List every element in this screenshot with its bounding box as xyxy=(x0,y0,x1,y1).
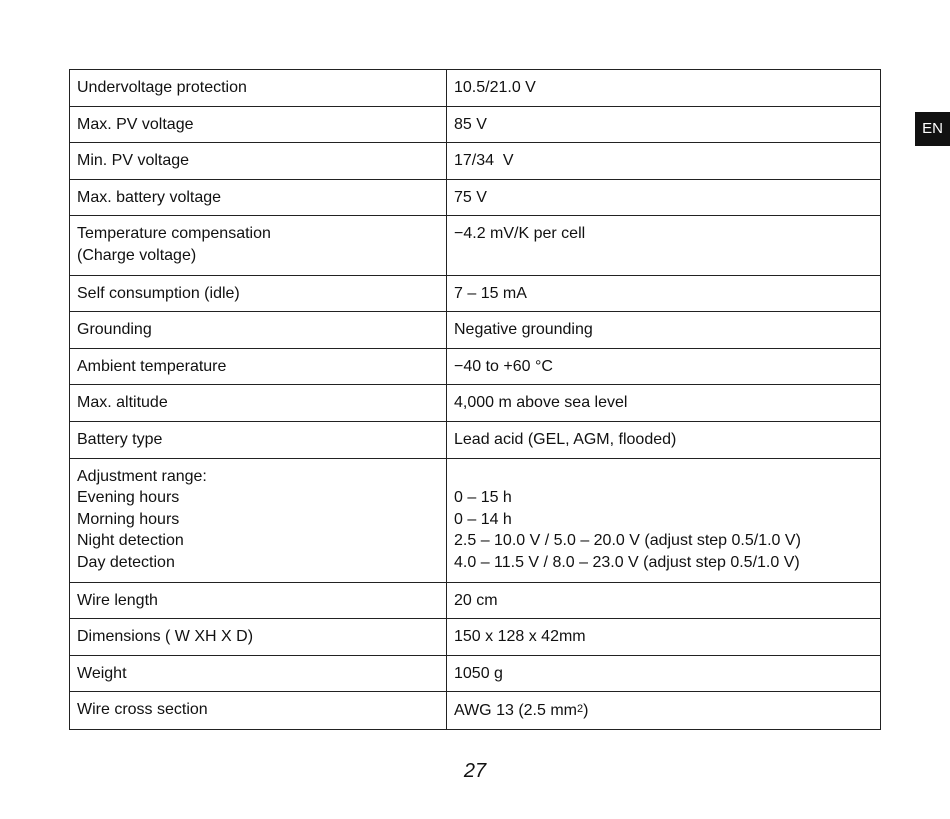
page-number: 27 xyxy=(463,760,487,782)
table-row xyxy=(70,106,881,143)
table-row xyxy=(70,179,881,216)
table-row xyxy=(70,143,881,180)
spec-label: Max. altitude xyxy=(70,385,447,422)
table-row xyxy=(70,692,881,730)
spec-sub-value: 0 – 14 h xyxy=(454,510,512,528)
spec-value: 17/34 V xyxy=(447,143,881,180)
spec-sub-label: Day detection xyxy=(77,553,175,571)
spec-value xyxy=(447,458,881,582)
spec-sub-value: 2.5 – 10.0 V / 5.0 – 20.0 V (adjust step 0.5/1.0 V) xyxy=(454,532,801,550)
table-row xyxy=(70,385,881,422)
spec-value: Lead acid (GEL, AGM, flooded) xyxy=(447,421,881,458)
table-row xyxy=(70,655,881,692)
spec-label xyxy=(70,216,447,275)
table-row xyxy=(70,312,881,349)
spec-sub-value: 4.0 – 11.5 V / 8.0 – 23.0 V (adjust step 0.5/1.0 V) xyxy=(454,553,800,571)
spec-value xyxy=(447,692,881,730)
spec-value: −4.2 mV/K per cell xyxy=(447,216,881,275)
spec-label: Max. battery voltage xyxy=(70,179,447,216)
spec-label: Wire cross section xyxy=(70,692,447,730)
spec-label: Undervoltage protection xyxy=(70,70,447,107)
value-text: ) xyxy=(583,702,589,720)
spec-value: 150 x 128 x 42mm xyxy=(447,619,881,656)
value-text: AWG 13 (2.5 mm xyxy=(454,702,577,720)
spec-sub-value: 0 – 15 h xyxy=(454,489,512,507)
spec-label: Self consumption (idle) xyxy=(70,275,447,312)
table-row xyxy=(70,275,881,312)
spec-label xyxy=(70,458,447,582)
spec-value: 1050 g xyxy=(447,655,881,692)
spec-value: 85 V xyxy=(447,106,881,143)
table-row xyxy=(70,421,881,458)
spec-label: Min. PV voltage xyxy=(70,143,447,180)
spec-label: Weight xyxy=(70,655,447,692)
spec-value: 7 – 15 mA xyxy=(447,275,881,312)
spec-label: Grounding xyxy=(70,312,447,349)
spec-sub-label: Night detection xyxy=(77,532,184,550)
spec-label: Max. PV voltage xyxy=(70,106,447,143)
spec-value: 4,000 m above sea level xyxy=(447,385,881,422)
table-row xyxy=(70,348,881,385)
spacer xyxy=(454,466,873,488)
table-row xyxy=(70,70,881,107)
spec-value: Negative grounding xyxy=(447,312,881,349)
language-tab: EN xyxy=(915,112,950,146)
spec-label-line: (Charge voltage) xyxy=(77,246,197,264)
spec-sub-label: Morning hours xyxy=(77,510,180,528)
spec-value: 75 V xyxy=(447,179,881,216)
table-row xyxy=(70,619,881,656)
spec-label-line: Temperature compensation xyxy=(77,225,271,243)
spec-sub-label: Evening hours xyxy=(77,489,180,507)
superscript: 2 xyxy=(576,703,584,716)
spec-value: 20 cm xyxy=(447,582,881,619)
spec-value: 10.5/21.0 V xyxy=(447,70,881,107)
spec-label: Wire length xyxy=(70,582,447,619)
spec-label: Dimensions ( W XH X D) xyxy=(70,619,447,656)
table-row xyxy=(70,582,881,619)
spec-label: Ambient temperature xyxy=(70,348,447,385)
adjustment-range-heading: Adjustment range: xyxy=(77,467,207,485)
specifications-table xyxy=(69,69,881,730)
spec-value: −40 to +60 °C xyxy=(447,348,881,385)
table-row xyxy=(70,216,881,275)
table-row xyxy=(70,458,881,582)
spec-label: Battery type xyxy=(70,421,447,458)
